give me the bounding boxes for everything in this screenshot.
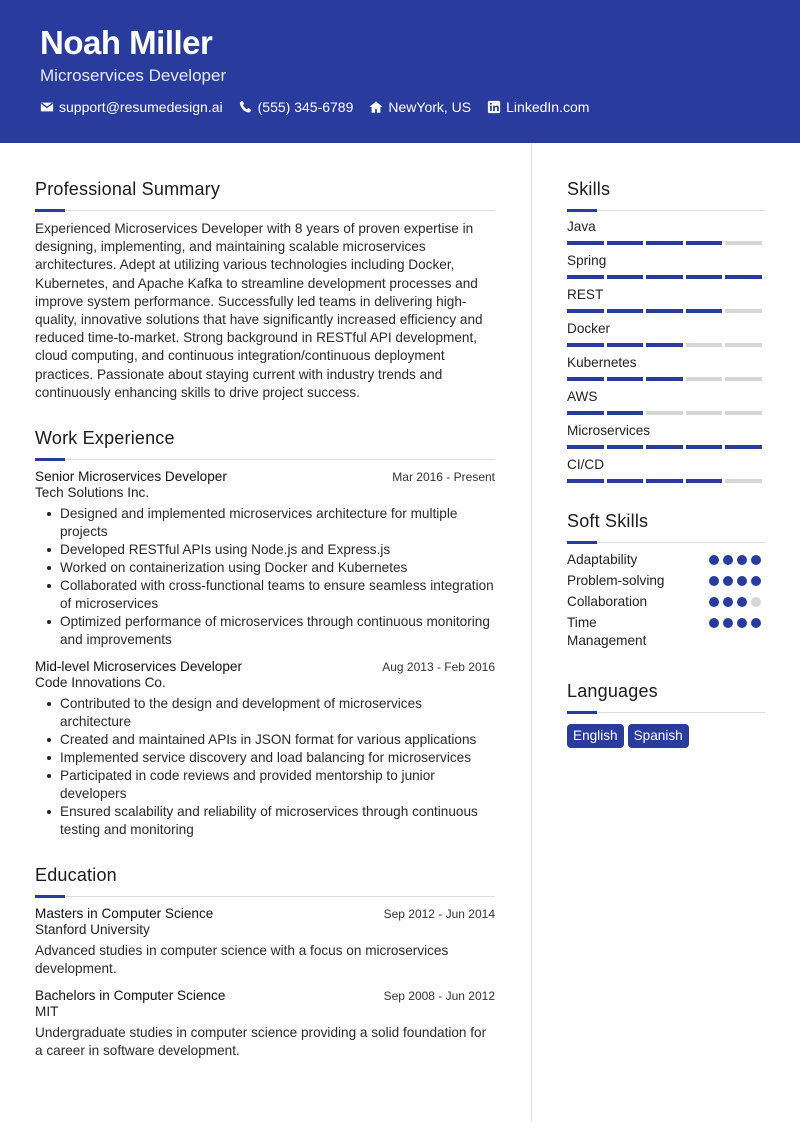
skill-level-bar [567,445,765,449]
rating-dot [709,618,719,628]
degree-title: Bachelors in Computer Science [35,988,226,1004]
linkedin-icon [487,100,501,114]
list-item: Worked on containerization using Docker and Kubernetes [35,559,495,577]
skill-level-bar [567,343,765,347]
job-company: Code Innovations Co. [35,675,166,691]
summary-text: Experienced Microservices Developer with 8 years of proven expertise in designing, implementing, and maintaining scalable microservices architectures. Adept at utilizing various technologies including Docker, Kubernetes, and Apache Kafka to streamline development processes and improve system performance. Successfully led teams in delivering high-quality, innovative solutions that have significantly increased efficiency and reduced time-to-market. Strong background in RESTful API development, cloud computing, and continuous integration/continuous deployment practices. Passionate about staying current with industry trends and continuously enhancing skills to drive project success. [35,221,483,400]
job-header [35,659,495,674]
languages-section [567,680,765,748]
skill-name: Kubernetes [567,355,637,370]
contact-phone[interactable] [239,99,354,115]
education-desc: Undergraduate studies in computer science providing a solid foundation for a career in software development. [35,1025,487,1059]
school-name: Stanford University [35,922,150,938]
skills-section [567,178,765,483]
skill-name: REST [567,287,604,302]
languages-list [567,724,765,748]
skill-level-segment [646,411,683,415]
section-rule [567,708,765,718]
skills-list [567,218,765,483]
soft-skills-section [567,510,765,650]
skill-level-bar [567,377,765,381]
soft-skill-name: Adaptability [567,552,638,567]
skill-level-segment [725,241,762,245]
contact-phone-text: (555) 345-6789 [257,99,354,115]
rating-dot [751,618,761,628]
skill-level-segment [686,377,723,381]
skill-level-segment [646,309,683,313]
resume-header [0,0,800,143]
skill-level-segment [567,275,604,279]
skill-level-bar [567,275,765,279]
skill-level-segment [725,377,762,381]
rating-dot [751,555,761,565]
skill-name: CI/CD [567,457,605,472]
rating-dot [737,618,747,628]
soft-skill-item [567,593,765,611]
job-company: Tech Solutions Inc. [35,485,150,501]
skill-level-segment [725,309,762,313]
skill-level-segment [725,479,762,483]
contact-email-text: support@resumedesign.ai [59,99,223,115]
education-desc: Advanced studies in computer science with a focus on microservices development. [35,943,449,977]
education-title: Education [35,865,117,886]
job-item [35,659,495,839]
skill-level-segment [567,411,604,415]
skill-name: Spring [567,253,607,268]
skill-level-segment [686,479,723,483]
education-date: Sep 2012 - Jun 2014 [383,907,495,922]
list-item: Contributed to the design and development of microservices architecture [35,695,495,731]
phone-icon [239,100,253,114]
skill-level-segment [646,343,683,347]
job-date: Mar 2016 - Present [392,470,495,485]
skill-level-segment [686,309,723,313]
skill-level-segment [607,241,644,245]
rating-dot [709,576,719,586]
list-item: Participated in code reviews and provided mentorship to junior developers [35,767,495,803]
skill-level-segment [646,377,683,381]
rating-dot [751,597,761,607]
soft-skill-item [567,614,765,650]
skill-level-segment [725,275,762,279]
education-item [35,988,495,1060]
soft-skill-rating [709,576,765,586]
education-section [35,864,495,1060]
rating-dot [723,618,733,628]
school-name: MIT [35,1004,59,1020]
skill-level-segment [725,445,762,449]
skill-item [567,422,765,449]
contact-location[interactable] [369,99,471,115]
list-item: Optimized performance of microservices through continuous monitoring and improvements [35,613,495,649]
skill-name: Java [567,219,596,234]
skill-level-segment [567,479,604,483]
skill-level-bar [567,309,765,313]
contact-email[interactable] [40,99,223,115]
home-icon [369,100,383,114]
skill-name: Microservices [567,423,651,438]
skill-level-segment [567,309,604,313]
skill-level-segment [607,275,644,279]
column-divider [531,143,532,1122]
skill-level-segment [686,411,723,415]
soft-skill-item [567,551,765,569]
rating-dot [723,597,733,607]
main-column [35,178,495,1060]
section-rule [567,538,765,548]
rating-dot [751,576,761,586]
rating-dot [723,576,733,586]
skill-level-segment [686,241,723,245]
soft-skill-name: Time Management [567,615,647,648]
skill-level-segment [725,411,762,415]
contact-linkedin-text: LinkedIn.com [506,99,590,115]
contact-location-text: NewYork, US [388,99,472,115]
skill-level-bar [567,411,765,415]
skill-item [567,218,765,245]
list-item: Designed and implemented microservices architecture for multiple projects [35,505,495,541]
soft-skills-list [567,551,765,650]
skill-level-segment [607,343,644,347]
education-header [35,906,495,921]
skill-level-segment [567,377,604,381]
contact-linkedin[interactable] [487,99,589,115]
list-item: Developed RESTful APIs using Node.js and Express.js [35,541,495,559]
job-title: Mid-level Microservices Developer [35,659,242,675]
experience-title: Work Experience [35,428,175,449]
envelope-icon [40,100,54,114]
skill-level-segment [567,445,604,449]
languages-title: Languages [567,681,658,701]
soft-skill-name: Collaboration [567,594,648,609]
section-rule [567,206,765,216]
job-title: Senior Microservices Developer [35,469,227,485]
section-rule [35,206,495,216]
summary-title: Professional Summary [35,179,221,199]
skill-level-segment [607,377,644,381]
candidate-name: Noah Miller [40,24,213,61]
skill-item [567,456,765,483]
soft-skill-item [567,572,765,590]
summary-section [35,178,495,402]
skill-level-segment [567,241,604,245]
education-item [35,906,495,978]
skill-level-bar [567,479,765,483]
skill-item [567,354,765,381]
side-column [567,178,765,748]
rating-dot [709,597,719,607]
degree-title: Masters in Computer Science [35,906,214,922]
skills-title: Skills [567,179,611,199]
section-rule [35,455,495,465]
soft-skill-rating [709,597,765,607]
language-badge: Spanish [628,724,689,748]
job-date: Aug 2013 - Feb 2016 [382,660,495,675]
rating-dot [709,555,719,565]
list-item: Implemented service discovery and load balancing for microservices [35,749,495,767]
rating-dot [737,597,747,607]
job-bullets [35,505,495,649]
contact-bar [40,99,605,115]
soft-skill-name: Problem-solving [567,573,665,588]
skill-item [567,286,765,313]
experience-section [35,427,495,839]
soft-skill-rating [709,618,765,628]
skill-item [567,388,765,415]
soft-skills-title: Soft Skills [567,511,649,531]
job-item [35,469,495,649]
skill-item [567,252,765,279]
job-bullets [35,695,495,839]
skill-level-segment [686,275,723,279]
skill-level-bar [567,241,765,245]
list-item: Created and maintained APIs in JSON format for various applications [35,731,495,749]
rating-dot [737,576,747,586]
skill-level-segment [725,343,762,347]
skill-level-segment [607,309,644,313]
rating-dot [737,555,747,565]
job-header [35,469,495,484]
skill-level-segment [646,275,683,279]
list-item: Collaborated with cross-functional teams to ensure seamless integration of microservices [35,577,495,613]
skill-level-segment [646,479,683,483]
education-date: Sep 2008 - Jun 2012 [383,989,495,1004]
candidate-role: Microservices Developer [40,66,227,85]
list-item: Ensured scalability and reliability of microservices through continuous testing and monitoring [35,803,495,839]
skill-level-segment [686,343,723,347]
skill-level-segment [607,479,644,483]
skill-name: Docker [567,321,611,336]
language-badge: English [567,724,624,748]
section-rule [35,892,495,902]
education-header [35,988,495,1003]
skill-level-segment [607,411,644,415]
skill-level-segment [646,241,683,245]
soft-skill-rating [709,555,765,565]
skill-level-segment [646,445,683,449]
skill-item [567,320,765,347]
skill-name: AWS [567,389,598,404]
rating-dot [723,555,733,565]
skill-level-segment [607,445,644,449]
skill-level-segment [567,343,604,347]
skill-level-segment [686,445,723,449]
